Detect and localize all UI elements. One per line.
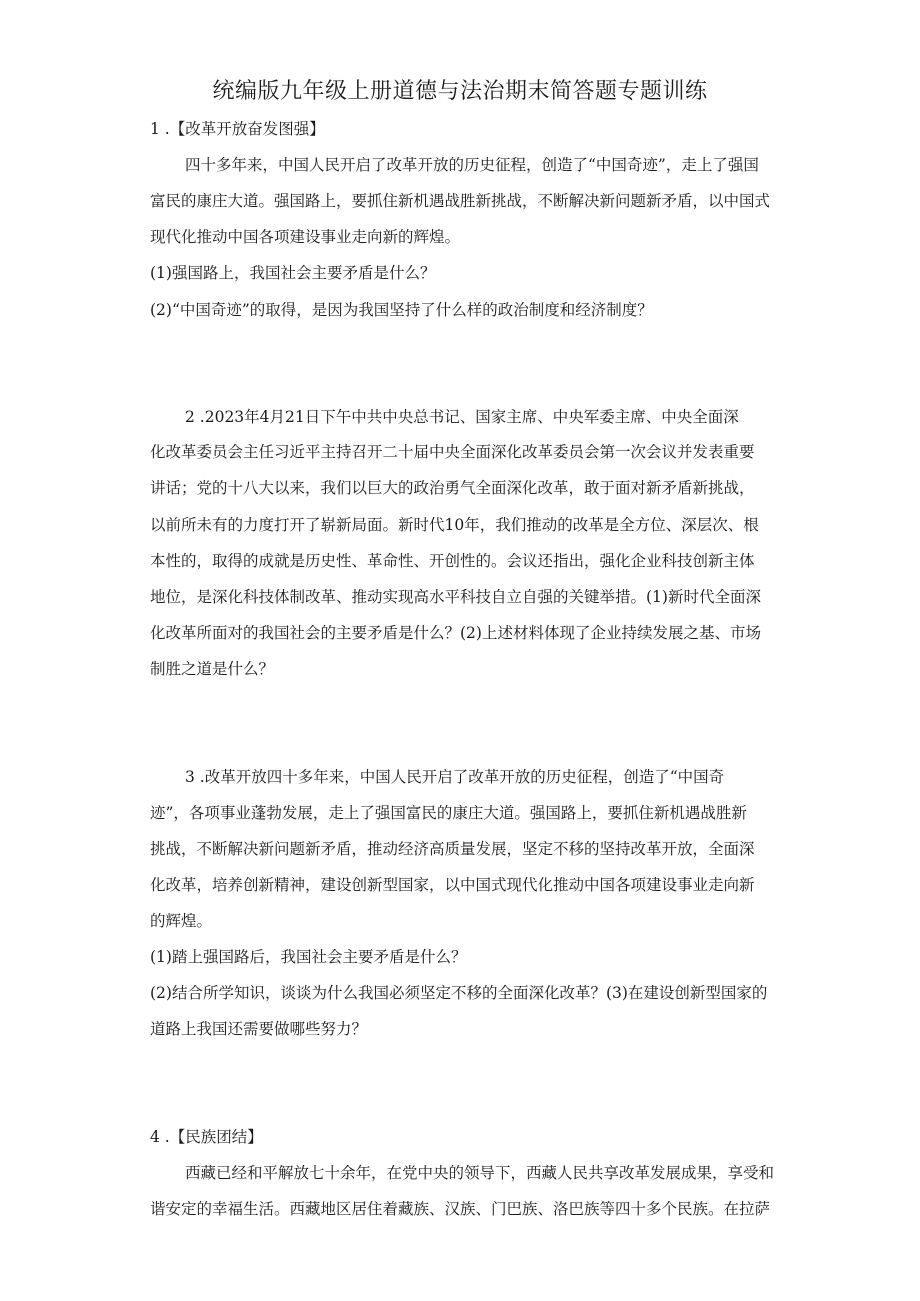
paragraph-line: 本性的，取得的成就是历史性、革命性、开创性的。会议还指出，强化企业科技创新主体 [150, 552, 755, 570]
sub-question: (1)踏上强国路后，我国社会主要矛盾是什么？ [150, 948, 467, 966]
sub-question: (1)强国路上，我国社会主要矛盾是什么？ [150, 264, 436, 282]
paragraph-line: 现代化推动中国各项建设事业走向新的辉煌。 [150, 228, 461, 246]
paragraph-line: 制胜之道是什么？ [150, 660, 275, 678]
document-title: 统编版九年级上册道德与法治期末简答题专题训练 [212, 79, 708, 104]
paragraph-line: 讲话；党的十八大以来，我们以巨大的政治勇气全面深化改革，敢于面对新矛盾新挑战， [150, 479, 755, 497]
question-heading: 3 .改革开放四十多年来，中国人民开启了改革开放的历史征程，创造了“中国奇 [185, 768, 725, 786]
paragraph-line: 四十多年来，中国人民开启了改革开放的历史征程，创造了“中国奇迹”，走上了强国 [185, 156, 759, 174]
paragraph-line: 以前所未有的力度打开了崭新局面。新时代10年，我们推动的改革是全方位、深层次、根 [150, 516, 759, 534]
paragraph-line: 化改革，培养创新精神，建设创新型国家，以中国式现代化推动中国各项建设事业走向新 [150, 876, 755, 894]
sub-question: (2)“中国奇迹”的取得，是因为我国坚持了什么样的政治制度和经济制度？ [150, 301, 653, 319]
paragraph-line: 地位，是深化科技体制改革、推动实现高水平科技自立自强的关键举措。(1)新时代全面深 [150, 588, 761, 606]
paragraph-line: 谐安定的幸福生活。西藏地区居住着藏族、汉族、门巴族、洛巴族等四十多个民族。在拉萨 [150, 1200, 771, 1218]
paragraph-line: 富民的康庄大道。强国路上，要抓住新机遇战胜新挑战，不断解决新问题新矛盾，以中国式 [150, 192, 771, 210]
paragraph-line: 化改革所面对的我国社会的主要矛盾是什么？(2)上述材料体现了企业持续发展之基、市场 [150, 624, 761, 642]
sub-question: 道路上我国还需要做哪些努力？ [150, 1020, 368, 1038]
question-heading: 4 .【民族团结】 [150, 1128, 263, 1146]
paragraph-line: 挑战，不断解决新问题新矛盾，推动经济高质量发展，坚定不移的坚持改革开放，全面深 [150, 840, 755, 858]
paragraph-line: 的辉煌。 [150, 912, 213, 930]
paragraph-line: 化改革委员会主任习近平主持召开二十届中央全面深化改革委员会第一次会议并发表重要 [150, 443, 755, 461]
paragraph-line: 迹”，各项事业蓬勃发展，走上了强国富民的康庄大道。强国路上，要抓住新机遇战胜新 [150, 804, 747, 822]
question-heading: 2 .2023年4月21日下午中共中央总书记、国家主席、中央军委主席、中央全面深 [185, 408, 739, 426]
sub-question: (2)结合所学知识，谈谈为什么我国必须坚定不移的全面深化改革？(3)在建设创新型国家的 [150, 984, 768, 1002]
question-heading: 1 .【改革开放奋发图强】 [150, 120, 325, 138]
paragraph-line: 西藏已经和平解放七十余年，在党中央的领导下，西藏人民共享改革发展成果，享受和 [185, 1164, 775, 1182]
